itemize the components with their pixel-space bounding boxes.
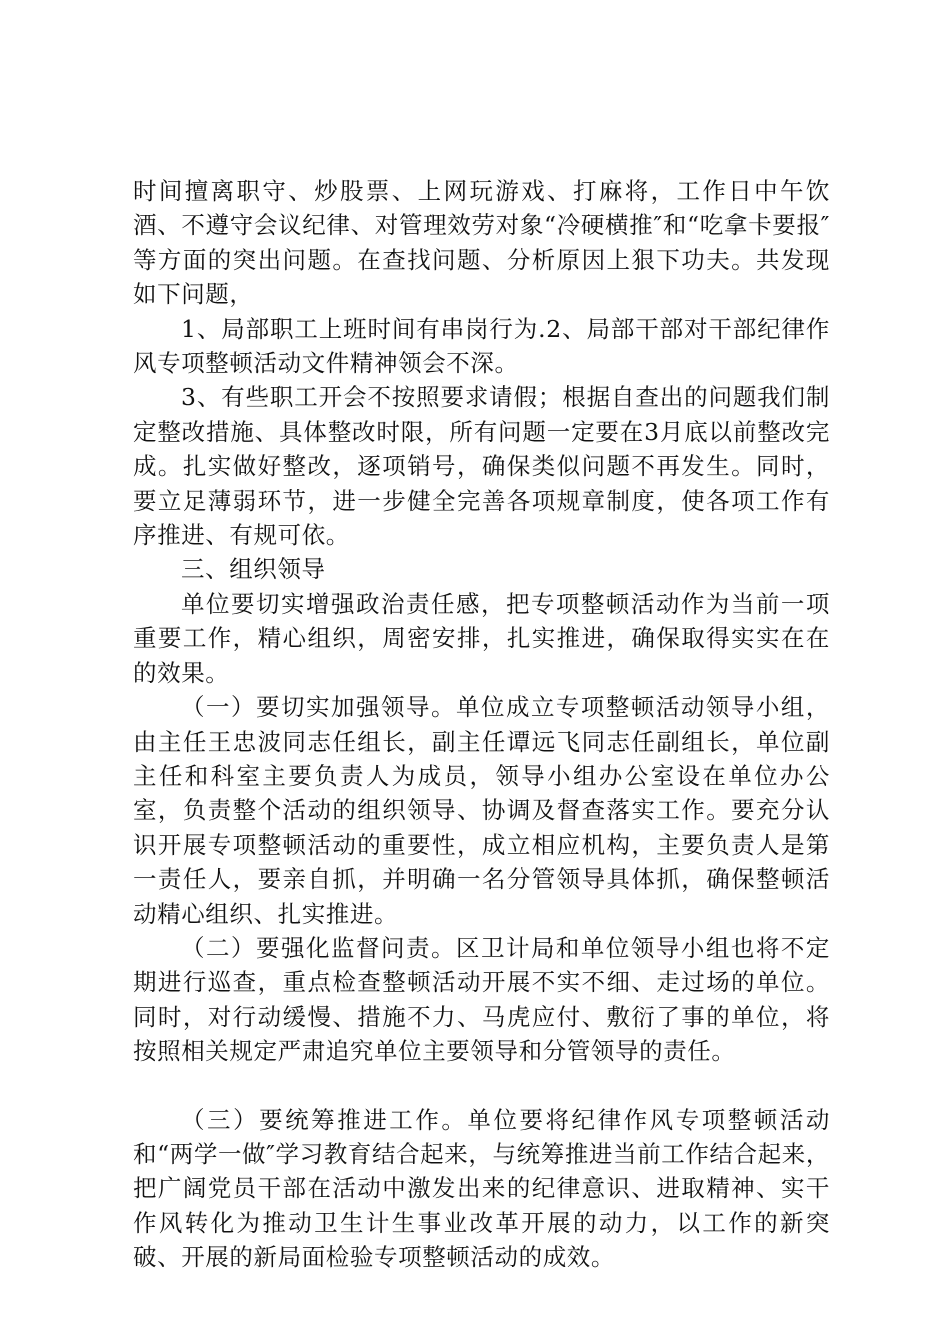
paragraph-problem-3: 3、有些职工开会不按照要求请假；根据自查出的问题我们制定整改措施、具体整改时限，所有问题一定要在3月底以前整改完成。扎实做好整改，逐项销号，确保类似问题不再发生。同时，要立足薄弱环节，进一步健全完善各项规章制度，使各项工作有序推进、有规可依。 bbox=[133, 383, 830, 550]
paragraph-organization-intro: 单位要切实增强政治责任感，把专项整顿活动作为当前一项重要工作，精心组织，周密安排，扎实推进，确保取得实实在在的效果。 bbox=[133, 589, 830, 687]
section-heading-organization: 三、组织领导 bbox=[181, 555, 326, 584]
document-body bbox=[133, 174, 830, 1275]
paragraph-leadership: （一）要切实加强领导。单位成立专项整顿活动领导小组，由主任王忠波同志任组长，副主任谭远飞同志任副组长，单位副主任和科室主要负责人为成员，领导小组办公室设在单位办公室，负责整个活动的组织领导、协调及督查落实工作。要充分认识开展专项整顿活动的重要性，成立相应机构，主要负责人是第一责任人，要亲自抓，并明确一名分管领导具体抓，确保整顿活动精心组织、扎实推进。 bbox=[133, 693, 830, 928]
paragraph-coordination: （三）要统筹推进工作。单位要将纪律作风专项整顿活动和“两学一做″学习教育结合起来，与统筹推进当前工作结合起来，把广阔党员干部在活动中激发出来的纪律意识、进取精神、实干作风转化为推动卫生计生事业改革开展的动力，以工作的新突破、开展的新局面检验专项整顿活动的成效。 bbox=[133, 1105, 830, 1272]
paragraph-supervision: （二）要强化监督问责。区卫计局和单位领导小组也将不定期进行巡查，重点检查整顿活动开展不实不细、走过场的单位。同时，对行动缓慢、措施不力、马虎应付、敷衍了事的单位，将按照相关规定严肃追究单位主要领导和分管领导的责任。 bbox=[133, 933, 830, 1066]
paragraph-problem-1-2: 1、局部职工上班时间有串岗行为.2、局部干部对干部纪律作风专项整顿活动文件精神领会不深。 bbox=[133, 314, 830, 378]
paragraph-continuation: 时间擅离职守、炒股票、上网玩游戏、打麻将，工作日中午饮酒、不遵守会议纪律、对管理效劳对象“冷硬横推″和“吃拿卡要报″等方面的突出问题。在查找问题、分析原因上狠下功夫。共发现如下问题， bbox=[133, 177, 830, 309]
